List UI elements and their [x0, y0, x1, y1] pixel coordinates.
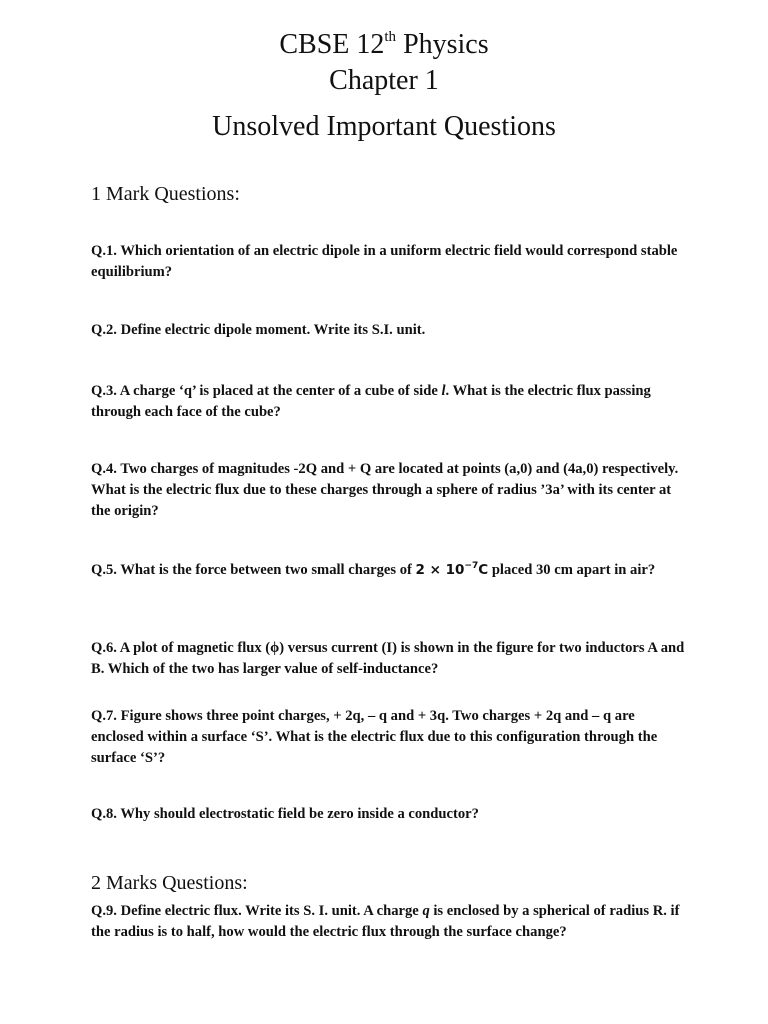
question-5-math: [416, 562, 489, 578]
two-mark-heading: 2 Marks Questions:: [91, 872, 248, 894]
one-mark-heading: 1 Mark Questions:: [91, 183, 240, 205]
question-8: Q.8. Why should electrostatic field be zero inside a conductor?: [91, 806, 479, 822]
question-4: Q.4. Two charges of magnitudes -2Q and + Q are located at points (a,0) and (4a,0) respectively. What is the electric flux due to these charges through a sphere of radius ’3a’ with its center at the origin?: [91, 461, 679, 519]
question-5-text-a: Q.5. What is the force between two small charges of: [91, 562, 416, 578]
question-3-text-b: . What is the electric flux passing through each face of the cube?: [91, 383, 651, 420]
question-9: [91, 901, 691, 943]
question-9-variable: q: [422, 903, 430, 919]
question-9-text-b: is enclosed by a spherical of radius R. if the radius is to half, how would the electric flux through the surface change?: [91, 903, 680, 940]
question-1: Q.1. Which orientation of an electric dipole in a uniform electric field would correspond stable equilibrium?: [91, 243, 678, 280]
question-6: Q.6. A plot of magnetic flux (ϕ) versus current (I) is shown in the figure for two inductors A and B. Which of the two has larger value of self-inductance?: [91, 640, 685, 677]
title-prefix: CBSE 12: [279, 29, 385, 60]
question-5-text-b: placed 30 cm apart in air?: [488, 562, 656, 578]
question-5-math-base: 2 × 10: [415, 562, 465, 578]
question-3-text-a: Q.3. A charge ‘q’ is placed at the center of a cube of side: [91, 383, 442, 399]
title-superscript: th: [384, 29, 397, 45]
question-5-math-unit: C: [478, 562, 489, 578]
question-3: [91, 381, 691, 423]
title-line-1: [0, 28, 768, 62]
question-9-text-a: Q.9. Define electric flux. Write its S. I. unit. A charge: [91, 903, 423, 919]
question-3-variable: l: [441, 383, 446, 399]
question-5-math-exponent: −7: [464, 561, 479, 571]
question-7: Q.7. Figure shows three point charges, + 2q, – q and + 3q. Two charges + 2q and – q are enclosed within a surface ‘S’. What is the electric flux due to this configuration through the surface ‘S’?: [91, 708, 658, 766]
question-5: [91, 560, 691, 581]
title-line-2: Chapter 1: [329, 65, 439, 96]
title-suffix: Physics: [396, 29, 489, 60]
title-line-3: Unsolved Important Questions: [212, 111, 556, 142]
question-2: Q.2. Define electric dipole moment. Write its S.I. unit.: [91, 322, 426, 338]
